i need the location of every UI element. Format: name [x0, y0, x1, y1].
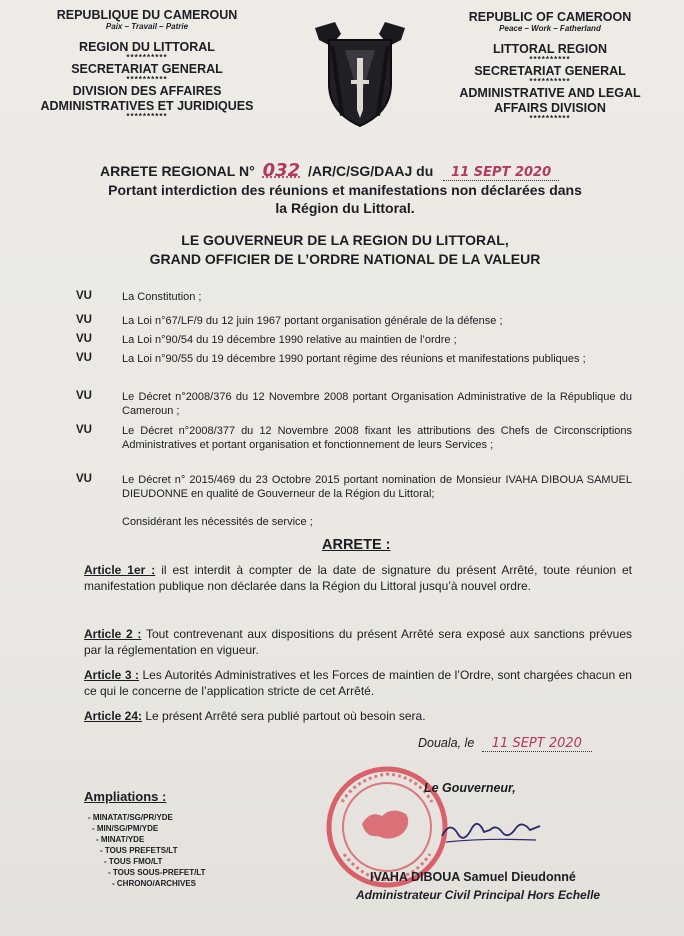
place-date-value: 11 SEPT 2020: [482, 736, 592, 752]
vu-label-5: VU: [76, 390, 92, 402]
header-right-motto: Peace – Work – Fatherland: [499, 24, 601, 34]
header-left-stars-1: **********: [126, 52, 168, 62]
article-2-label: Article 2 :: [84, 627, 142, 641]
vu-label-4: VU: [76, 352, 92, 364]
header-right-region: LITTORAL REGION: [492, 41, 608, 56]
header-left-secretariat: SECRETARIAT GENERAL: [71, 61, 223, 76]
header-right-secretariat: SECRETARIAT GENERAL: [474, 63, 626, 78]
coat-of-arms-icon: [305, 20, 415, 130]
place-date: [418, 736, 592, 751]
article-1-text: il est interdit à compter de la date de signature du présent Arrêté, toute réunion et manifestation publique non déclarée dans la Région du Littoral jusqu’à nouvel ordre.: [84, 563, 632, 594]
vu-item-6: Le Décret n°2008/377 du 12 Novembre 2008 fixant les attributions des Chefs de Circonscriptions Administratives et portant organisation et fonctionnement de leurs Services ;: [122, 425, 632, 452]
vu-label-2: VU: [76, 314, 92, 326]
signatory-rank: Administrateur Civil Principal Hors Echelle: [356, 888, 601, 902]
arrete-heading: ARRETE :: [322, 537, 391, 553]
ampliation-item-1: - MINATAT/SG/PR/YDE: [88, 813, 173, 822]
decree-number: 032: [262, 160, 301, 181]
article-1-label: Article 1er :: [84, 563, 156, 577]
vu-label-1: VU: [76, 290, 92, 302]
vu-item-7: Le Décret n° 2015/469 du 23 Octobre 2015 portant nomination de Monsieur IVAHA DIBOUA SAMUEL DIEUDONNE en qualité de Gouverneur de la Région du Littoral;: [122, 474, 632, 501]
ampliation-item-4: - TOUS PREFETS/LT: [100, 846, 178, 855]
header-right-stars-2: **********: [529, 77, 571, 87]
header-right-division-1: ADMINISTRATIVE AND LEGAL: [459, 86, 641, 101]
header-right-division-2: AFFAIRS DIVISION: [494, 100, 606, 115]
header-left-motto: Paix – Travail – Patrie: [105, 22, 189, 32]
ampliation-item-3: - MINAT/YDE: [96, 835, 145, 844]
vu-label-6: VU: [76, 424, 92, 436]
ampliation-item-2: - MIN/SG/PM/YDE: [92, 824, 159, 833]
header-left-stars-2: **********: [126, 75, 168, 85]
decree-subject-1: Portant interdiction des réunions et manifestations non déclarées dans: [108, 182, 582, 198]
vu-item-2: La Loi n°67/LF/9 du 12 juin 1967 portant organisation générale de la défense ;: [122, 315, 503, 327]
ampliations-title: Ampliations :: [84, 789, 167, 804]
signatory-name: IVAHA DIBOUA Samuel Dieudonné: [370, 870, 576, 884]
article-3: [84, 667, 632, 699]
article-24-label: Article 24:: [84, 709, 143, 723]
vu-label-3: VU: [76, 333, 92, 345]
vu-item-3: La Loi n°90/54 du 19 décembre 1990 relative au maintien de l’ordre ;: [122, 334, 457, 346]
decree-prefix: ARRETE REGIONAL N°: [100, 163, 255, 179]
signature-title: Le Gouverneur,: [424, 781, 516, 795]
considering: Considérant les nécessités de service ;: [122, 516, 313, 528]
handwritten-signature-icon: [436, 810, 546, 854]
header-left: [22, 8, 272, 121]
place: Douala, le: [418, 736, 475, 750]
header-left-region: REGION DU LITTORAL: [79, 39, 215, 54]
header-left-republic: REPUBLIQUE DU CAMEROUN: [56, 8, 238, 22]
authority-line-1: LE GOUVERNEUR DE LA REGION DU LITTORAL,: [181, 232, 509, 248]
header-right: [430, 10, 670, 123]
article-3-text: Les Autorités Administratives et les Forces de maintien de l’Ordre, sont chargées chacun en ce qui le concerne de l’application stricte de cet Arrêté.: [84, 668, 632, 699]
decree-subject-2: la Région du Littoral.: [275, 200, 415, 216]
vu-item-5: Le Décret n°2008/376 du 12 Novembre 2008 portant Organisation Administrative de la République du Cameroun ;: [122, 391, 632, 418]
authority-line-2: GRAND OFFICIER DE L’ORDRE NATIONAL DE LA VALEUR: [149, 251, 541, 267]
article-1: [84, 562, 632, 594]
header-right-stars-1: **********: [529, 54, 571, 64]
article-24: [84, 708, 632, 724]
decree-reference: /AR/C/SG/DAAJ du: [308, 163, 434, 179]
article-24-text: Le présent Arrêté sera publié partout où besoin sera.: [145, 709, 426, 723]
header-left-division-1: DIVISION DES AFFAIRES: [72, 84, 222, 99]
article-2-text: Tout contrevenant aux dispositions du présent Arrêté sera exposé aux sanctions prévues par la réglementation en vigueur.: [84, 627, 632, 658]
header-left-division-2: ADMINISTRATIVES ET JURIDIQUES: [40, 98, 254, 113]
header-right-republic: REPUBLIC OF CAMEROON: [468, 10, 632, 24]
ampliation-item-5: - TOUS FMO/LT: [104, 857, 163, 866]
decree-title: [40, 160, 650, 181]
article-2: [84, 626, 632, 658]
ampliation-item-7: - CHRONO/ARCHIVES: [112, 879, 197, 888]
vu-label-7: VU: [76, 473, 92, 485]
vu-item-4: La Loi n°90/55 du 19 décembre 1990 portant régime des réunions et manifestations publiques ;: [122, 353, 586, 365]
ampliation-item-6: - TOUS SOUS-PREFET/LT: [108, 868, 206, 877]
decree-date: 11 SEPT 2020: [443, 165, 559, 181]
header-left-stars-3: **********: [126, 112, 168, 122]
header-right-stars-3: **********: [529, 114, 571, 124]
article-3-label: Article 3 :: [84, 668, 139, 682]
vu-item-1: La Constitution ;: [122, 291, 202, 303]
